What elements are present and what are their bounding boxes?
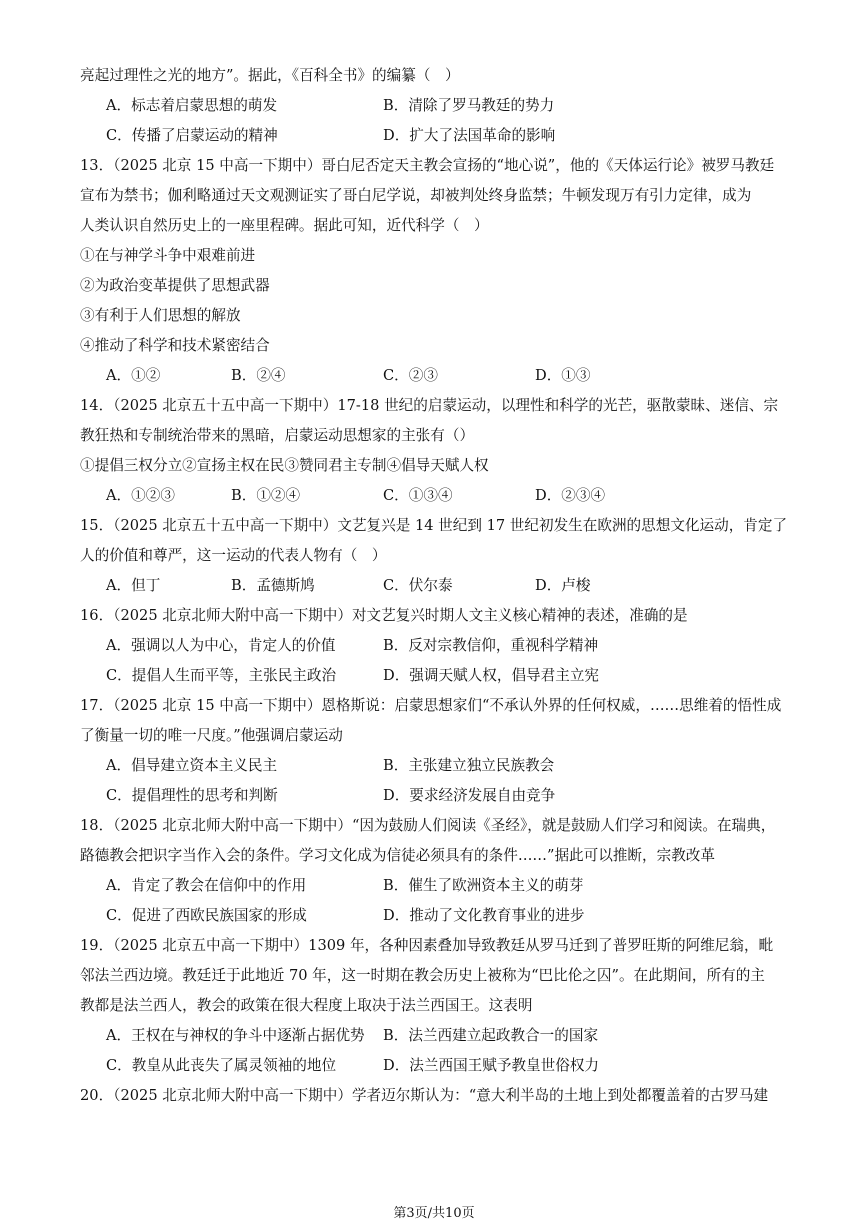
q12-option-c[interactable]: C．传播了启蒙运动的精神: [106, 127, 278, 144]
q18-stem-line: 路德教会把识字当作入会的条件。学习文化成为信徒必须具有的条件……”据此可以推断，宗教改革: [80, 847, 715, 864]
q14-option-a[interactable]: A．①②③: [106, 487, 175, 504]
q13-item: ①在与神学斗争中艰难前进: [80, 247, 256, 264]
q19-stem-line: 教都是法兰西人，教会的政策在很大程度上取决于法兰西国王。这表明: [80, 997, 533, 1014]
q17-option-c[interactable]: C．提倡理性的思考和判断: [106, 787, 278, 804]
q13-stem-line: 人类认识自然历史上的一座里程碑。据此可知，近代科学（ ）: [80, 217, 489, 234]
q20-stem-line: 20．（2025 北京北师大附中高一下期中）学者迈尔斯认为：“意大利半岛的土地上到处都覆盖着的古罗马建: [80, 1087, 769, 1104]
q17-option-b[interactable]: B．主张建立独立民族教会: [383, 757, 555, 774]
q13-item: ②为政治变革提供了思想武器: [80, 277, 270, 294]
q15-stem-line: 15．（2025 北京五十五中高一下期中）文艺复兴是 14 世纪到 17 世纪初发生在欧洲的思想文化运动，肯定了: [80, 517, 788, 534]
q14-option-d[interactable]: D．②③④: [535, 487, 606, 504]
q12-option-b[interactable]: B．清除了罗马教廷的势力: [383, 97, 555, 114]
q16-option-a[interactable]: A．强调以人为中心，肯定人的价值: [106, 637, 336, 654]
q19-option-b[interactable]: B．法兰西建立起政教合一的国家: [383, 1027, 599, 1044]
q14-items: ①提倡三权分立②宣扬主权在民③赞同君主专制④倡导天赋人权: [80, 457, 489, 474]
q16-option-b[interactable]: B．反对宗教信仰，重视科学精神: [383, 637, 599, 654]
q12-stem: 亮起过理性之光的地方”。据此，《百科全书》的编纂（ ）: [80, 67, 460, 84]
q13-item: ④推动了科学和技术紧密结合: [80, 337, 270, 354]
q13-option-d[interactable]: D．①③: [535, 367, 591, 384]
q16-option-c[interactable]: C．提倡人生而平等，主张民主政治: [106, 667, 337, 684]
q19-option-a[interactable]: A．王权在与神权的争斗中逐渐占据优势: [106, 1027, 365, 1044]
q17-option-a[interactable]: A．倡导建立资本主义民主: [106, 757, 278, 774]
q14-stem-line: 教狂热和专制统治带来的黑暗，启蒙运动思想家的主张有（）: [80, 427, 475, 444]
q13-stem-line: 13．（2025 北京 15 中高一下期中）哥白尼否定天主教会宣扬的“地心说”，他的《天体运行论》被罗马教廷: [80, 157, 775, 174]
q16-stem-line: 16．（2025 北京北师大附中高一下期中）对文艺复兴时期人文主义核心精神的表述，准确的是: [80, 607, 688, 624]
q13-stem-line: 宣布为禁书；伽利略通过天文观测证实了哥白尼学说，却被判处终身监禁；牛顿发现万有引力定律，成为: [80, 187, 752, 204]
q15-option-a[interactable]: A．但丁: [106, 577, 161, 594]
q13-option-b[interactable]: B．②④: [231, 367, 286, 384]
q13-option-a[interactable]: A．①②: [106, 367, 161, 384]
q17-option-d[interactable]: D．要求经济发展自由竞争: [383, 787, 556, 804]
q19-stem-line: 邻法兰西边境。教廷迁于此地近 70 年，这一时期在教会历史上被称为“巴比伦之囚”。在此期间，所有的主: [80, 967, 765, 984]
q18-option-a[interactable]: A．肯定了教会在信仰中的作用: [106, 877, 307, 894]
q12-option-a[interactable]: A．标志着启蒙思想的萌发: [106, 97, 278, 114]
q15-option-b[interactable]: B．孟德斯鸠: [231, 577, 315, 594]
q18-option-c[interactable]: C．促进了西欧民族国家的形成: [106, 907, 307, 924]
q15-option-d[interactable]: D．卢梭: [535, 577, 591, 594]
q17-stem-line: 17．（2025 北京 15 中高一下期中）恩格斯说：启蒙思想家们“不承认外界的任何权威，……思维着的悟性成: [80, 697, 782, 714]
q18-option-d[interactable]: D．推动了文化教育事业的进步: [383, 907, 585, 924]
q12-option-d[interactable]: D．扩大了法国革命的影响: [383, 127, 556, 144]
q14-option-c[interactable]: C．①③④: [383, 487, 453, 504]
q18-option-b[interactable]: B．催生了欧洲资本主义的萌芽: [383, 877, 584, 894]
q18-stem-line: 18．（2025 北京北师大附中高一下期中）“因为鼓励人们阅读《圣经》，就是鼓励人们学习和阅读。在瑞典，: [80, 817, 776, 834]
q19-stem-line: 19．（2025 北京五中高一下期中）1309 年，各种因素叠加导致教廷从罗马迁到了普罗旺斯的阿维尼翁，毗: [80, 937, 774, 954]
q17-stem-line: 了衡量一切的唯一尺度。”他强调启蒙运动: [80, 727, 343, 744]
q13-item: ③有利于人们思想的解放: [80, 307, 241, 324]
q19-option-c[interactable]: C．教皇从此丧失了属灵领袖的地位: [106, 1057, 337, 1074]
q15-option-c[interactable]: C．伏尔泰: [383, 577, 453, 594]
q16-option-d[interactable]: D．强调天赋人权，倡导君主立宪: [383, 667, 600, 684]
page-number: 第3页/共10页: [393, 1206, 475, 1221]
q14-option-b[interactable]: B．①②④: [231, 487, 301, 504]
q19-option-d[interactable]: D．法兰西国王赋予教皇世俗权力: [383, 1057, 600, 1074]
q13-option-c[interactable]: C．②③: [383, 367, 438, 384]
q14-stem-line: 14．（2025 北京五十五中高一下期中）17-18 世纪的启蒙运动，以理性和科学的光芒，驱散蒙昧、迷信、宗: [80, 397, 779, 414]
q15-stem-line: 人的价值和尊严，这一运动的代表人物有（ ）: [80, 547, 387, 564]
